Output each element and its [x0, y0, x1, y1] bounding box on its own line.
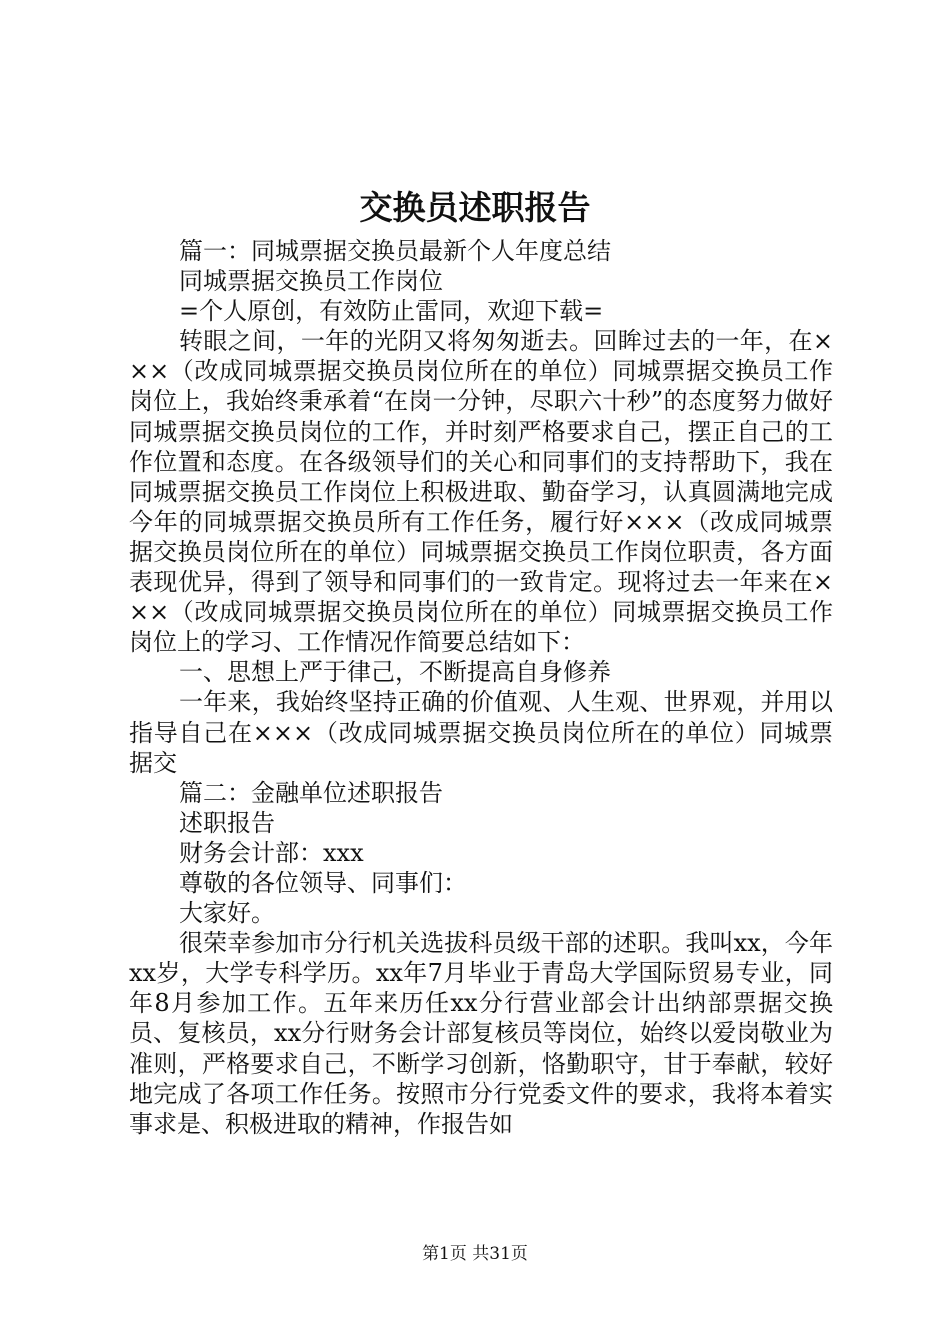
page-footer [0, 1242, 950, 1266]
paragraph-intro: 转眼之间，一年的光阴又将匆匆逝去。回眸过去的一年，在×××（改成同城票据交换员岗位所在的单位）同城票据交换员工作岗位上，我始终秉承着“在岗一分钟，尽职六十秒”的态度努力做好同城票据交换员岗位的工作，并时刻严格要求自己，摆正自己的工作位置和态度。在各级领导们的关心和同事们的支持帮助下，我在同城票据交换员工作岗位上积极进取、勤奋学习，认真圆满地完成今年的同城票据交换员所有工作任务，履行好×××（改成同城票据交换员岗位所在的单位）同城票据交换员工作岗位职责，各方面表现优异，得到了领导和同事们的一致肯定。现将过去一年来在×××（改成同城票据交换员岗位所在的单位）同城票据交换员工作岗位上的学习、工作情况作简要总结如下： [129, 327, 833, 657]
paragraph-heading-1: 篇一：同城票据交换员最新个人年度总结 [179, 237, 611, 265]
paragraph-self-intro: 很荣幸参加市分行机关选拔科员级干部的述职。我叫xx，今年xx岁，大学专科学历。xx年7月毕业于青岛大学国际贸易专业，同年8月参加工作。五年来历任xx分行营业部会计出纳部票据交换员、复核员，xx分行财务会计部复核员等岗位，始终以爱岗敬业为准则，严格要求自己，不断学习创新，恪勤职守，甘于奉献，较好地完成了各项工作任务。按照市分行党委文件的要求，我将本着实事求是、积极进取的精神，作报告如 [129, 929, 833, 1138]
document-body [129, 236, 833, 1139]
paragraph-heading-2: 篇二：金融单位述职报告 [179, 778, 443, 807]
paragraph-notice: =个人原创，有效防止雷同，欢迎下载= [179, 297, 604, 326]
paragraph-salutation: 尊敬的各位领导、同事们： [179, 868, 467, 897]
paragraph-greeting: 大家好。 [179, 899, 275, 928]
document-title: 交换员述职报告 [359, 188, 591, 227]
page-number: 第1页 [422, 1244, 467, 1264]
page-total: 共31页 [472, 1244, 528, 1264]
paragraph-section-1-body: 一年来，我始终坚持正确的价值观、人生观、世界观，并用以指导自己在×××（改成同城票据交换员岗位所在的单位）同城票据交 [129, 688, 833, 777]
paragraph-section-1: 一、思想上严于律己，不断提高自身修养 [179, 658, 611, 687]
paragraph-report-title: 述职报告 [179, 808, 275, 837]
paragraph-position: 同城票据交换员工作岗位 [179, 267, 443, 296]
paragraph-department: 财务会计部：xxx [179, 838, 364, 867]
